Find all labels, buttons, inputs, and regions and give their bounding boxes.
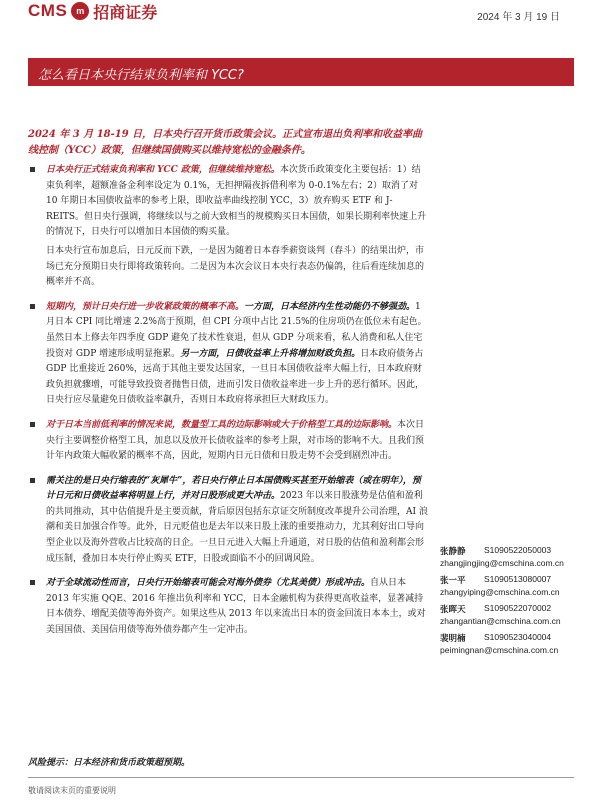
section-1-para2: 日本央行宣布加息后，日元反而下跌，一是因为随着日本春季薪资谈判（春斗）的结果出炉，市场已充分预期日央行即将政策转向。二是因为本次会议日本央行表态仍偏鸽，往后看连续加息的概率并不高。 xyxy=(46,245,425,288)
section-lead: 日本央行正式结束负利率和 YCC 政策，但继续维持宽松。 xyxy=(46,165,280,175)
section-text: 1 月日本 CPI 同比增速 2.2%高于预期，但 CPI 分项中占比 21.5%的住房项仍在低位未有起色。虽然日本上修去年四季度 GDP 避免了技术性衰退，但从 GDP 分项来看，私人消费和私人住宅投资对 GDP 增速形成明显拖累。 xyxy=(46,301,427,359)
report-title: 怎么看日本央行结束负利率和 YCC? xyxy=(38,68,244,83)
section-lead: 对于日本当前低利率的情况来说，数量型工具的边际影响或大于价格型工具的边际影响。 xyxy=(46,419,398,430)
analyst-id: S1090522070002 xyxy=(484,603,552,613)
analyst-id: S1090513080007 xyxy=(484,574,552,584)
analyst-entry xyxy=(440,632,580,657)
section-bold: 一方面，日本经济内生性动能仍不够强劲。 xyxy=(244,301,416,312)
analyst-id: S1090522050003 xyxy=(484,545,552,555)
bullet-icon xyxy=(30,422,35,427)
section-5 xyxy=(28,576,428,638)
title-banner xyxy=(28,58,574,86)
logo-chinese: 招商证券 xyxy=(93,2,158,22)
section-bold: 另一方面，日债收益率上升将增加财政负担。 xyxy=(180,348,361,359)
summary: 2024 年 3 月 18-19 日，日本央行召开货币政策会议。正式宣布退出负利率和收益率曲线控制（YCC）政策，但继续国债购买以维持宽松的金融条件。 xyxy=(28,129,423,156)
risk-warning: 风险提示：日本经济和货币政策超预期。 xyxy=(28,758,191,768)
section-2 xyxy=(28,300,428,409)
section-lead: 需关注的是日央行缩表的“灰犀牛”，若日央行停止日本国债购买甚至开始缩表（或在明年），预计日元和日债收益率将明显上行，并对日股形成更大冲击。 xyxy=(46,475,421,502)
analyst-name: 张晖天 xyxy=(440,605,466,615)
section-4 xyxy=(28,474,428,568)
section-3 xyxy=(28,418,428,465)
analyst-name: 张静静 xyxy=(440,547,466,557)
section-text: 日本政府债务占 GDP 比重接近 260%，远高于其他主要发达国家，一旦日本国债收益率大幅上行，日本政府财政负担就骤增，可能导致投资者抛售日债，进而引发日债收益率进一步上升的恶行循环。因此，日央行应尽量避免日债收益率飙升，否则日本政府将承担巨大财政压力。 xyxy=(46,348,425,406)
section-text: 2023 年以来日股涨势是估值和盈利的共同推动，其中估值提升是主要贡献，背后原因包括东京证交所制度改革提升公司治理，AI 浪潮和美日加强合作等。此外，日元贬值也是去年以来日股上涨的重要推动力，尤其利好出口导向型企业以及海外营收占比较高的日企。一旦日元进入大幅上升通道，对日股的估值和盈利都会形成压制，叠加日本央行停止购买 ETF，日股或面临不小的回调风险。 xyxy=(46,491,428,564)
cms-logo xyxy=(28,0,157,22)
analyst-name: 裴明楠 xyxy=(440,634,466,644)
analyst-list xyxy=(440,545,580,661)
page-header xyxy=(0,0,600,30)
analyst-email[interactable]: zhangyiping@cmschina.com.cn xyxy=(440,587,560,597)
bullet-icon xyxy=(30,304,35,309)
footer-divider xyxy=(28,777,574,778)
section-text: 自从日本 2013 年实施 QQE、2016 年推出负利率和 YCC，日本金融机构为获得更高收益率，显著减持日本债券、增配美债等海外资产。如果这些从 2013 年以来流出日本的资金回流日本本土，或对美国国债、美国信用债等海外债券都产生一定冲击。 xyxy=(46,578,426,636)
section-text: 本次货币政策变化主要包括：1）结束负利率，超额准备金利率设定为 0.1%，无担押隔夜拆借利率为 0-0.1%左右；2）取消了对 10 年期日本国债收益率的参考上限，即收益率曲线控制 YCC，3）放弃购买 ETF 和 J-REITS。但日央行强调，将继续以与之前大致相当的规模购买日本国债，如果长期利率快速上升的情况下，日央行可以增加日本国债的购买量。 xyxy=(46,165,427,238)
report-date: 2024 年 3 月 19 日 xyxy=(477,12,560,23)
analyst-email[interactable]: zhangjingjing@cmschina.com.cn xyxy=(440,558,564,568)
section-lead: 对于全球流动性而言，日央行开始缩表可能会对海外债券（尤其美债）形成冲击。 xyxy=(46,578,371,589)
bullet-icon xyxy=(30,167,35,172)
bullet-icon xyxy=(30,580,35,585)
analyst-id: S1090523040004 xyxy=(484,632,552,642)
analyst-entry xyxy=(440,574,580,599)
analyst-email[interactable]: zhangantian@cmschina.com.cn xyxy=(440,616,561,626)
analyst-entry xyxy=(440,603,580,628)
section-lead: 短期内，预计日央行进一步收紧政策的概率不高。 xyxy=(46,301,245,312)
logo-mark-icon: m xyxy=(71,2,89,20)
bullet-icon xyxy=(30,478,35,483)
section-text: 本次日央行主要调整价格型工具，加息以及放开长债收益率的参考上限，对市场的影响不大。且我们预计年内政策大幅收紧的概率不高，因此，短期内日元日债和日股走势不会受到剧烈冲击。 xyxy=(46,419,425,462)
footer-note: 敬请阅读末页的重要说明 xyxy=(28,786,116,795)
section-1 xyxy=(28,163,428,241)
body-sections xyxy=(28,163,428,639)
analyst-entry xyxy=(440,545,580,570)
analyst-name: 张一平 xyxy=(440,576,466,586)
analyst-email[interactable]: peimingnan@cmschina.com.cn xyxy=(440,645,559,655)
logo-latin: CMS xyxy=(28,1,68,20)
